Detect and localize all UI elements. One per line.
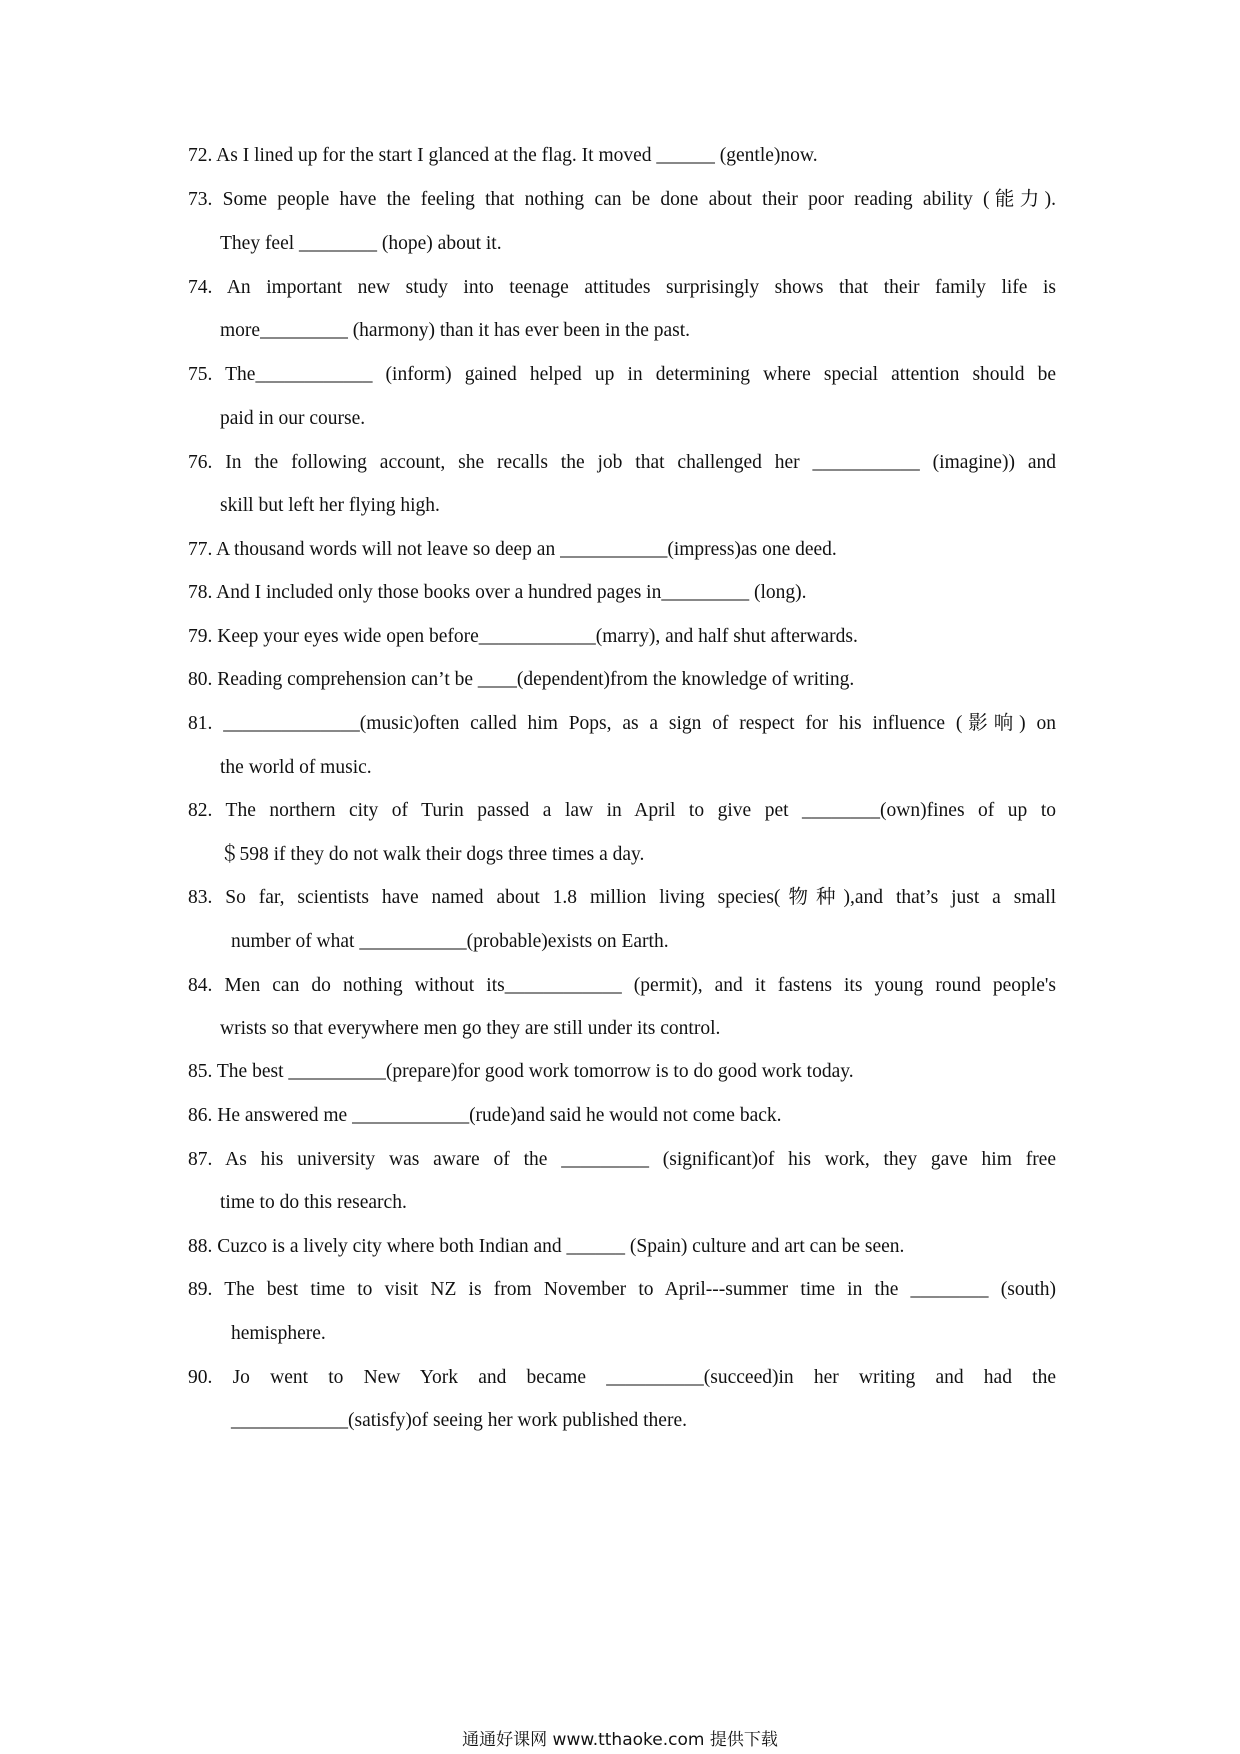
question-73-line-1: 73. Some people have the feeling that nothing can be done about their poor reading ability (能力). — [188, 189, 1056, 210]
question-90-line-2: ____________(satisfy)of seeing her work published there. — [231, 1410, 687, 1431]
question-75-line-1: 75. The____________ (inform) gained helped up in determining where special attention should be — [188, 364, 1056, 385]
footer-source-note: 通通好课网 www.tthaoke.com 提供下载 — [462, 1730, 778, 1750]
question-74-line-2: more_________ (harmony) than it has ever been in the past. — [220, 320, 691, 341]
question-84-line-1: 84. Men can do nothing without its____________ (permit), and it fastens its young round people's — [188, 975, 1056, 996]
question-83-line-2: number of what ___________(probable)exists on Earth. — [231, 931, 669, 952]
question-72-line-1: 72. As I lined up for the start I glanced at the flag. It moved ______ (gentle)now. — [188, 145, 818, 166]
question-79-line-1: 79. Keep your eyes wide open before____________(marry), and half shut afterwards. — [188, 626, 858, 647]
question-75-line-2: paid in our course. — [220, 408, 366, 429]
question-85-line-1: 85. The best __________(prepare)for good work tomorrow is to do good work today. — [188, 1061, 854, 1082]
question-76-line-1: 76. In the following account, she recalls the job that challenged her ___________ (imagine)) and — [188, 452, 1056, 473]
question-76-line-2: skill but left her flying high. — [220, 495, 440, 516]
question-87-line-1: 87. As his university was aware of the _________ (significant)of his work, they gave him free — [188, 1149, 1056, 1170]
question-89-line-2: hemisphere. — [231, 1323, 326, 1344]
question-84-line-2: wrists so that everywhere men go they are still under its control. — [220, 1018, 721, 1039]
question-83-line-1: 83. So far, scientists have named about 1.8 million living species(物种),and that’s just a small — [188, 887, 1056, 908]
question-88-line-1: 88. Cuzco is a lively city where both Indian and ______ (Spain) culture and art can be seen. — [188, 1236, 905, 1257]
question-90-line-1: 90. Jo went to New York and became __________(succeed)in her writing and had the — [188, 1367, 1056, 1388]
question-82-line-1: 82. The northern city of Turin passed a law in April to give pet ________(own)fines of up to — [188, 800, 1056, 821]
question-80-line-1: 80. Reading comprehension can’t be ____(dependent)from the knowledge of writing. — [188, 669, 855, 690]
question-86-line-1: 86. He answered me ____________(rude)and said he would not come back. — [188, 1105, 782, 1126]
question-74-line-1: 74. An important new study into teenage attitudes surprisingly shows that their family life is — [188, 277, 1056, 298]
question-73-line-2: They feel ________ (hope) about it. — [220, 233, 502, 254]
question-81-line-2: the world of music. — [220, 757, 372, 778]
question-89-line-1: 89. The best time to visit NZ is from November to April---summer time in the ________ (south) — [188, 1279, 1056, 1300]
question-81-line-1: 81. ______________(music)often called him Pops, as a sign of respect for his influence (影响) on — [188, 713, 1056, 734]
question-87-line-2: time to do this research. — [220, 1192, 407, 1213]
question-82-line-2: ＄598 if they do not walk their dogs three times a day. — [220, 844, 645, 865]
question-77-line-1: 77. A thousand words will not leave so deep an ___________(impress)as one deed. — [188, 539, 837, 560]
question-78-line-1: 78. And I included only those books over a hundred pages in_________ (long). — [188, 582, 807, 603]
